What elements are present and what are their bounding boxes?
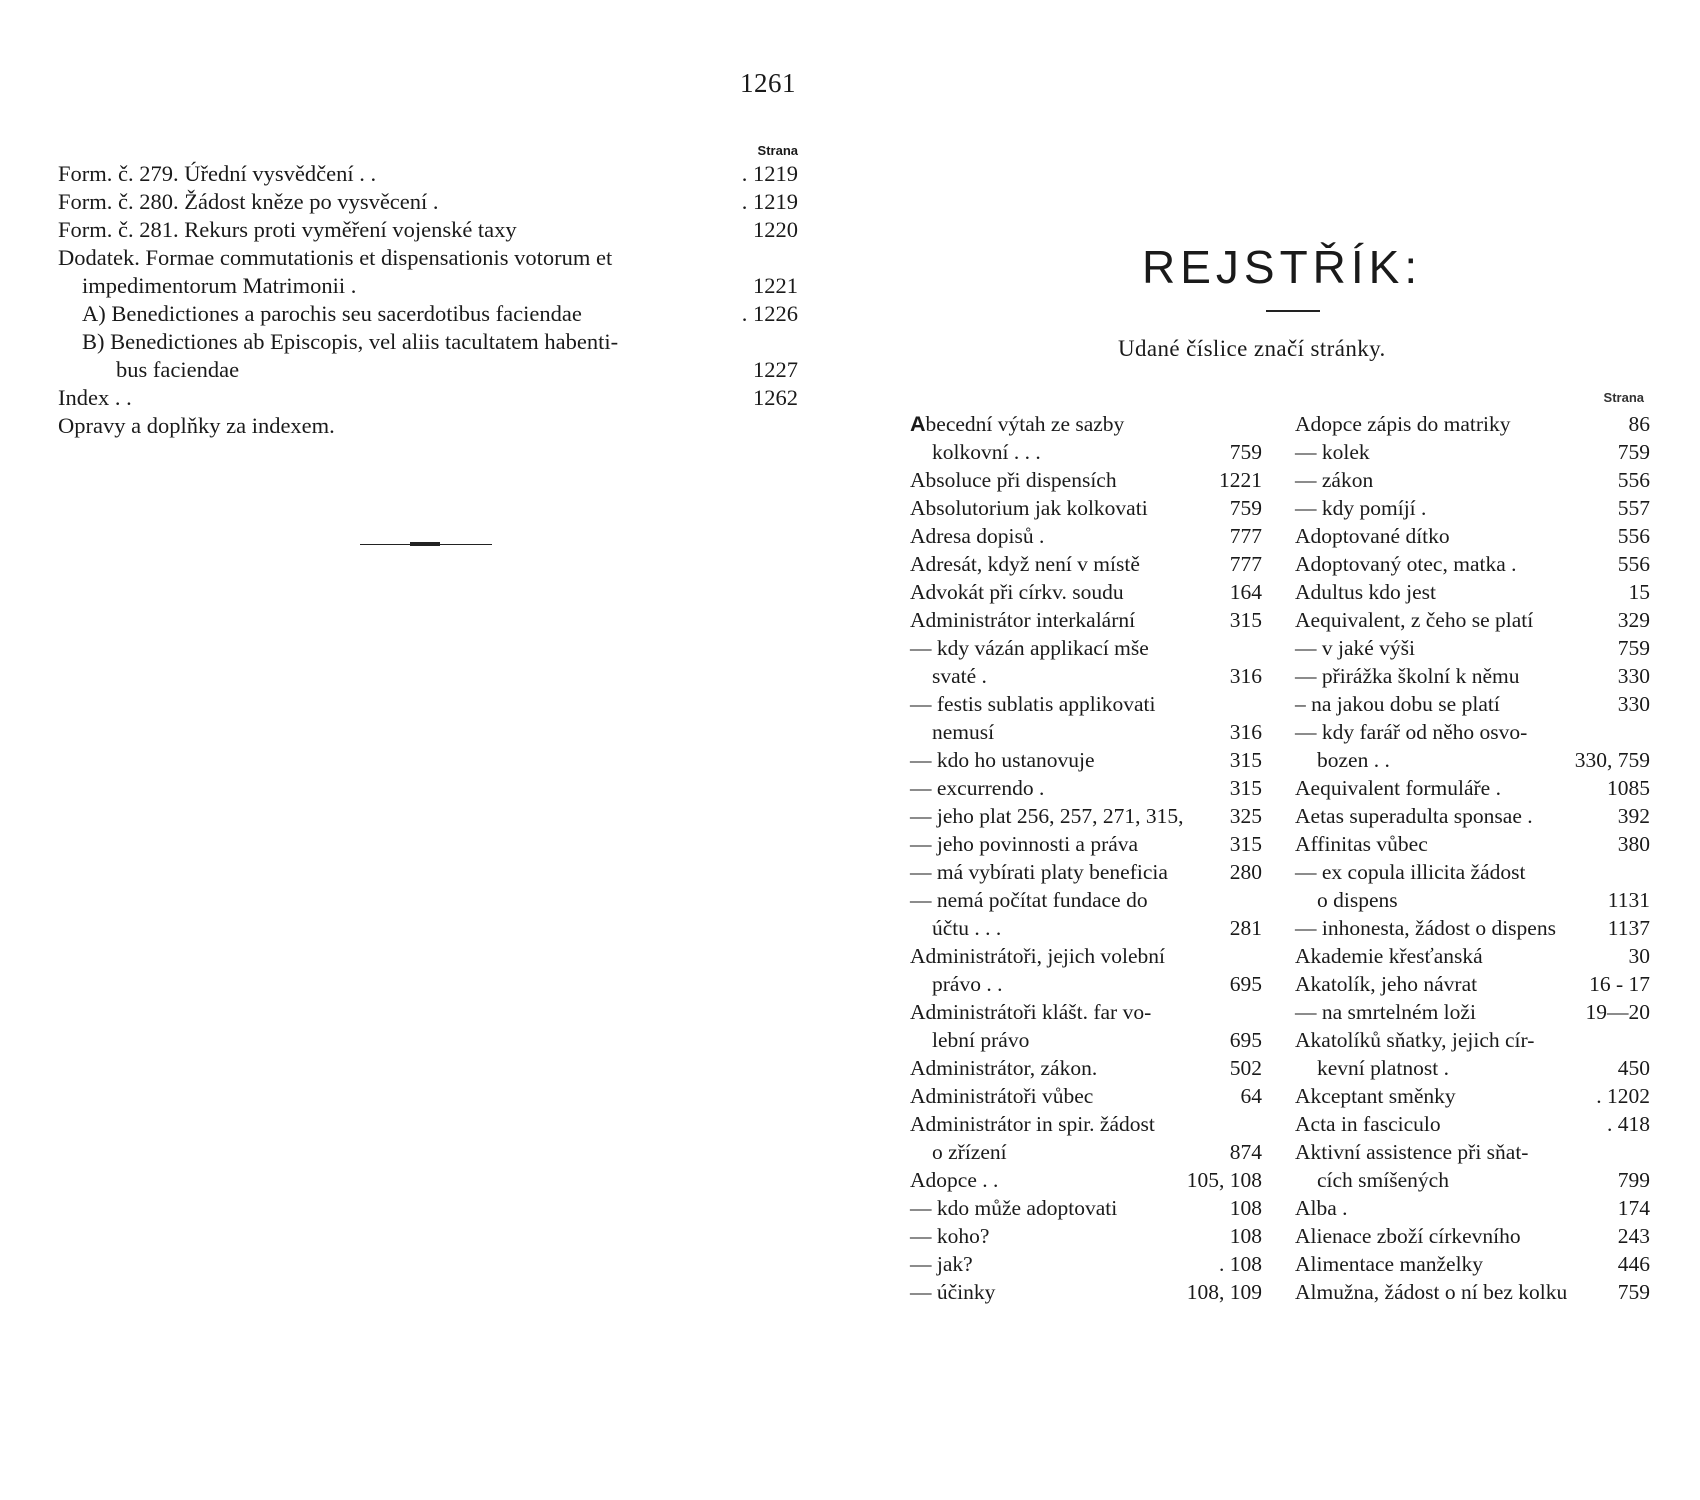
index-entry-page: 329 bbox=[1617, 608, 1650, 632]
index-entry-text: — účinky bbox=[910, 1280, 996, 1304]
index-entry-page: 1085 bbox=[1607, 776, 1650, 800]
toc-entry bbox=[58, 412, 798, 440]
index-entry-text: bozen . . bbox=[1317, 748, 1390, 772]
index-entry-page: 108 bbox=[1229, 1196, 1262, 1220]
index-entry-text: Akceptant směnky bbox=[1295, 1084, 1456, 1108]
index-entry-page: . 108 bbox=[1219, 1252, 1262, 1276]
index-entry bbox=[910, 466, 1262, 494]
index-entry-text: — má vybírati platy beneficia bbox=[910, 860, 1168, 884]
index-entry-page: 874 bbox=[1229, 1140, 1262, 1164]
index-entry-text: právo . . bbox=[932, 972, 1003, 996]
index-entry bbox=[910, 606, 1262, 634]
toc-entry-page: 1262 bbox=[753, 385, 798, 410]
index-entry bbox=[910, 1138, 1262, 1166]
index-entry-page: 759 bbox=[1229, 440, 1262, 464]
index-entry-text: Alimentace manželky bbox=[1295, 1252, 1484, 1276]
index-entry-page: 695 bbox=[1229, 1028, 1262, 1052]
index-entry-page: 64 bbox=[1240, 1084, 1262, 1108]
toc-entry-page: 1220 bbox=[753, 217, 798, 242]
index-entry bbox=[910, 914, 1262, 942]
index-entry bbox=[1295, 970, 1650, 998]
index-entry-text: — v jaké výši bbox=[1295, 636, 1416, 660]
index-entry-page: 164 bbox=[1229, 580, 1262, 604]
index-entry-text: — kdy vázán applikací mše bbox=[910, 636, 1149, 660]
index-entry-text: o zřízení bbox=[932, 1140, 1007, 1164]
index-entry-text: — kdo ho ustanovuje bbox=[910, 748, 1095, 772]
index-entry bbox=[1295, 662, 1650, 690]
index-entry-text: Absolutorium jak kolkovati bbox=[910, 496, 1148, 520]
index-entry-text: — kdy farář od něho osvo- bbox=[1295, 720, 1528, 744]
index-entry-page: 30 bbox=[1628, 944, 1650, 968]
toc-entry-page: . 1226 bbox=[741, 301, 798, 326]
index-entry-page: 243 bbox=[1617, 1224, 1650, 1248]
index-entry-text: nemusí bbox=[932, 720, 995, 744]
index-entry bbox=[1295, 690, 1650, 718]
index-entry bbox=[910, 550, 1262, 578]
index-entry bbox=[910, 970, 1262, 998]
strana-column-label: Strana bbox=[757, 143, 798, 158]
toc-entry bbox=[58, 188, 798, 216]
index-entry bbox=[1295, 802, 1650, 830]
index-entry-text: – na jakou dobu se platí bbox=[1295, 692, 1500, 716]
index-entry-page: 330, 759 bbox=[1574, 748, 1650, 772]
index-entry bbox=[910, 578, 1262, 606]
index-entry-text: Administrátor in spir. žádost bbox=[910, 1112, 1155, 1136]
index-entry bbox=[910, 1278, 1262, 1306]
index-entry-text: Adopce zápis do matriky bbox=[1295, 412, 1511, 436]
index-entry bbox=[1295, 438, 1650, 466]
index-entry bbox=[1295, 494, 1650, 522]
toc-entry-page: 1221 bbox=[753, 273, 798, 298]
toc-entry bbox=[58, 356, 798, 384]
toc-entry-page: 1227 bbox=[753, 357, 798, 382]
index-entry-text: — zákon bbox=[1295, 468, 1374, 492]
index-entry bbox=[910, 830, 1262, 858]
section-divider bbox=[360, 544, 492, 545]
index-entry-text: Absoluce při dispensích bbox=[910, 468, 1117, 492]
index-entry-text: Aktivní assistence při sňat- bbox=[1295, 1140, 1529, 1164]
toc-entry-text: Opravy a doplňky za indexem. bbox=[58, 413, 335, 438]
index-entry-text: Alba . bbox=[1295, 1196, 1348, 1220]
index-entry-text: — jeho plat 256, 257, 271, 315, bbox=[910, 804, 1184, 828]
index-entry-text: Administrátor, zákon. bbox=[910, 1056, 1098, 1080]
index-entry-text: Acta in fasciculo bbox=[1295, 1112, 1441, 1136]
index-entry-text: Almužna, žádost o ní bez kolku bbox=[1295, 1280, 1568, 1304]
index-entry-page: 281 bbox=[1229, 916, 1262, 940]
toc-entry-text: Form. č. 280. Žádost kněze po vysvěcení . bbox=[58, 189, 439, 214]
index-entry bbox=[1295, 1054, 1650, 1082]
index-column-2 bbox=[1295, 410, 1650, 1306]
toc-entry-text: Dodatek. Formae commutationis et dispensationis votorum et bbox=[58, 245, 613, 270]
index-entry-text: kolkovní . . . bbox=[932, 440, 1041, 464]
index-entry-page: 325 bbox=[1229, 804, 1262, 828]
index-entry bbox=[1295, 1222, 1650, 1250]
index-entry-text: — jak? bbox=[910, 1252, 973, 1276]
toc-entry-text: Form. č. 279. Úřední vysvědčení . . bbox=[58, 161, 377, 186]
index-entry bbox=[910, 1082, 1262, 1110]
index-entry-page: 556 bbox=[1617, 524, 1650, 548]
toc-entry-page: . 1219 bbox=[741, 161, 798, 186]
index-entry-text: Akatolík, jeho návrat bbox=[1295, 972, 1478, 996]
index-entry-text: Affinitas vůbec bbox=[1295, 832, 1428, 856]
index-entry-page: 1221 bbox=[1219, 468, 1262, 492]
index-entry bbox=[1295, 1166, 1650, 1194]
index-entry bbox=[1295, 998, 1650, 1026]
index-entry-page: 316 bbox=[1229, 720, 1262, 744]
index-entry-text: — kdo může adoptovati bbox=[910, 1196, 1118, 1220]
index-entry-text: — excurrendo . bbox=[910, 776, 1045, 800]
index-entry bbox=[910, 746, 1262, 774]
index-entry-page: 502 bbox=[1229, 1056, 1262, 1080]
index-entry-page: 16 - 17 bbox=[1589, 972, 1650, 996]
index-entry bbox=[1295, 410, 1650, 438]
index-entry-page: 1131 bbox=[1607, 888, 1650, 912]
index-entry-page: 19—20 bbox=[1585, 1000, 1650, 1024]
toc-entry bbox=[58, 384, 798, 412]
index-entry bbox=[910, 1166, 1262, 1194]
index-entry-text: — kolek bbox=[1295, 440, 1370, 464]
index-entry-text: Aequivalent formuláře . bbox=[1295, 776, 1501, 800]
index-entry-page: 759 bbox=[1617, 1280, 1650, 1304]
index-entry-page: 759 bbox=[1229, 496, 1262, 520]
index-entry bbox=[910, 774, 1262, 802]
index-entry bbox=[910, 690, 1262, 718]
index-entry-text: Adultus kdo jest bbox=[1295, 580, 1436, 604]
title-rule bbox=[1266, 310, 1320, 312]
index-entry-page: 759 bbox=[1617, 440, 1650, 464]
index-entry-page: 280 bbox=[1229, 860, 1262, 884]
index-entry-page: 380 bbox=[1617, 832, 1650, 856]
index-entry bbox=[1295, 1026, 1650, 1054]
index-entry-text: — na smrtelném loži bbox=[1295, 1000, 1476, 1024]
index-entry bbox=[910, 410, 1262, 438]
index-entry-page: 556 bbox=[1617, 552, 1650, 576]
index-entry bbox=[910, 1194, 1262, 1222]
index-entry bbox=[910, 886, 1262, 914]
index-entry bbox=[910, 1054, 1262, 1082]
index-entry bbox=[910, 942, 1262, 970]
index-entry-text: — ex copula illicita žádost bbox=[1295, 860, 1526, 884]
index-entry-text: Adoptované dítko bbox=[1295, 524, 1450, 548]
index-entry-text: Administrátoři klášt. far vo- bbox=[910, 1000, 1152, 1024]
index-entry-page: 174 bbox=[1617, 1196, 1650, 1220]
index-subtitle: Udané číslice značí stránky. bbox=[1118, 336, 1386, 361]
index-entry-text: Administrátoři, jejich volební bbox=[910, 944, 1165, 968]
toc-entry bbox=[58, 272, 798, 300]
index-entry-text: svaté . bbox=[932, 664, 987, 688]
toc-entry-text: Form. č. 281. Rekurs proti vyměření vojenské taxy bbox=[58, 217, 517, 242]
index-entry-page: 315 bbox=[1229, 832, 1262, 856]
toc-entry bbox=[58, 328, 798, 356]
index-entry-text: — koho? bbox=[910, 1224, 990, 1248]
index-entry bbox=[1295, 886, 1650, 914]
index-entry bbox=[1295, 914, 1650, 942]
index-entry-text: — nemá počítat fundace do bbox=[910, 888, 1148, 912]
index-entry-page: 446 bbox=[1617, 1252, 1650, 1276]
toc-entry-text: A) Benedictiones a parochis seu sacerdotibus faciendae bbox=[82, 301, 582, 326]
index-entry-text: Adopce . . bbox=[910, 1168, 999, 1192]
index-entry bbox=[1295, 1138, 1650, 1166]
index-entry-text: o dispens bbox=[1317, 888, 1398, 912]
index-entry bbox=[1295, 550, 1650, 578]
toc-entry-text: bus faciendae bbox=[116, 357, 240, 382]
index-entry-page: 777 bbox=[1229, 552, 1262, 576]
index-entry-text: Adoptovaný otec, matka . bbox=[1295, 552, 1517, 576]
page-number: 1261 bbox=[740, 68, 796, 98]
index-entry-page: 316 bbox=[1229, 664, 1262, 688]
index-entry bbox=[910, 998, 1262, 1026]
index-entry-text: Akademie křesťanská bbox=[1295, 944, 1483, 968]
index-entry bbox=[1295, 1082, 1650, 1110]
toc-entry bbox=[58, 216, 798, 244]
index-entry-text: Akatolíků sňatky, jejich cír- bbox=[1295, 1028, 1535, 1052]
index-entry-page: 105, 108 bbox=[1186, 1168, 1262, 1192]
index-entry-page: 315 bbox=[1229, 608, 1262, 632]
index-entry bbox=[1295, 606, 1650, 634]
index-entry bbox=[1295, 1250, 1650, 1278]
index-entry-text: Abecední výtah ze sazby bbox=[910, 412, 1125, 436]
index-entry-text: Aequivalent, z čeho se platí bbox=[1295, 608, 1534, 632]
index-entry-text: Adresát, když není v místě bbox=[910, 552, 1140, 576]
index-entry-text: cích smíšených bbox=[1317, 1168, 1449, 1192]
index-entry bbox=[910, 1026, 1262, 1054]
index-entry-text: účtu . . . bbox=[932, 916, 1002, 940]
index-entry-page: 557 bbox=[1617, 496, 1650, 520]
index-entry-text: Administrátoři vůbec bbox=[910, 1084, 1094, 1108]
index-entry-page: 315 bbox=[1229, 776, 1262, 800]
toc-entry bbox=[58, 300, 798, 328]
index-entry-page: 777 bbox=[1229, 524, 1262, 548]
index-entry bbox=[910, 718, 1262, 746]
index-entry bbox=[1295, 466, 1650, 494]
table-of-contents bbox=[58, 142, 798, 440]
index-entry bbox=[910, 634, 1262, 662]
index-entry bbox=[1295, 1110, 1650, 1138]
index-entry-page: . 1202 bbox=[1596, 1084, 1650, 1108]
index-entry bbox=[910, 858, 1262, 886]
index-entry bbox=[910, 662, 1262, 690]
toc-entry-text: impedimentorum Matrimonii . bbox=[82, 273, 357, 298]
index-entry bbox=[910, 1222, 1262, 1250]
index-entry-page: 1137 bbox=[1607, 916, 1650, 940]
index-entry-page: 86 bbox=[1628, 412, 1650, 436]
index-entry-page: 695 bbox=[1229, 972, 1262, 996]
index-entry-text: kevní platnost . bbox=[1317, 1056, 1449, 1080]
index-entry bbox=[1295, 858, 1650, 886]
index-entry-text: — kdy pomíjí . bbox=[1295, 496, 1427, 520]
toc-entry-text: B) Benedictiones ab Episcopis, vel aliis tacultatem habenti- bbox=[82, 329, 619, 354]
index-entry-page: 450 bbox=[1617, 1056, 1650, 1080]
index-entry bbox=[1295, 634, 1650, 662]
index-entry bbox=[1295, 830, 1650, 858]
index-entry bbox=[1295, 774, 1650, 802]
index-entry bbox=[1295, 718, 1650, 746]
index-entry-text: lební právo bbox=[932, 1028, 1030, 1052]
toc-entry bbox=[58, 244, 798, 272]
index-entry-text: Advokát při církv. soudu bbox=[910, 580, 1124, 604]
index-entry bbox=[910, 1110, 1262, 1138]
index-entry-text: Aetas superadulta sponsae . bbox=[1295, 804, 1533, 828]
index-entry bbox=[1295, 746, 1650, 774]
index-entry bbox=[1295, 578, 1650, 606]
index-entry-page: 759 bbox=[1617, 636, 1650, 660]
index-entry-page: 108, 109 bbox=[1186, 1280, 1262, 1304]
index-entry-page: 799 bbox=[1617, 1168, 1650, 1192]
index-entry bbox=[910, 438, 1262, 466]
index-entry-page: 392 bbox=[1617, 804, 1650, 828]
index-entry-page: 15 bbox=[1628, 580, 1650, 604]
index-entry-page: 556 bbox=[1617, 468, 1650, 492]
index-entry-text: Administrátor interkalární bbox=[910, 608, 1136, 632]
index-strana-label: Strana bbox=[1603, 390, 1644, 405]
toc-entry bbox=[58, 160, 798, 188]
index-entry-text: Adresa dopisů . bbox=[910, 524, 1045, 548]
index-entry bbox=[910, 802, 1262, 830]
index-entry-text: — jeho povinnosti a práva bbox=[910, 832, 1139, 856]
index-entry-page: 315 bbox=[1229, 748, 1262, 772]
index-entry bbox=[1295, 942, 1650, 970]
index-entry-text: — inhonesta, žádost o dispens bbox=[1295, 916, 1556, 940]
toc-entry-text: Index . . bbox=[58, 385, 132, 410]
index-entry bbox=[1295, 1194, 1650, 1222]
index-entry-page: . 418 bbox=[1607, 1112, 1650, 1136]
index-entry bbox=[1295, 1278, 1650, 1306]
index-entry bbox=[910, 1250, 1262, 1278]
index-entry-text: — přirážka školní k němu bbox=[1295, 664, 1520, 688]
index-entry-text: — festis sublatis applikovati bbox=[910, 692, 1156, 716]
index-title: REJSTŘÍK: bbox=[1142, 241, 1423, 293]
index-entry bbox=[1295, 522, 1650, 550]
index-entry-page: 108 bbox=[1229, 1224, 1262, 1248]
index-entry bbox=[910, 494, 1262, 522]
toc-entry-page: . 1219 bbox=[741, 189, 798, 214]
index-entry bbox=[910, 522, 1262, 550]
index-entry-page: 330 bbox=[1617, 692, 1650, 716]
index-entry-page: 330 bbox=[1617, 664, 1650, 688]
index-entry-text: Alienace zboží církevního bbox=[1295, 1224, 1521, 1248]
index-column-1 bbox=[910, 410, 1262, 1306]
